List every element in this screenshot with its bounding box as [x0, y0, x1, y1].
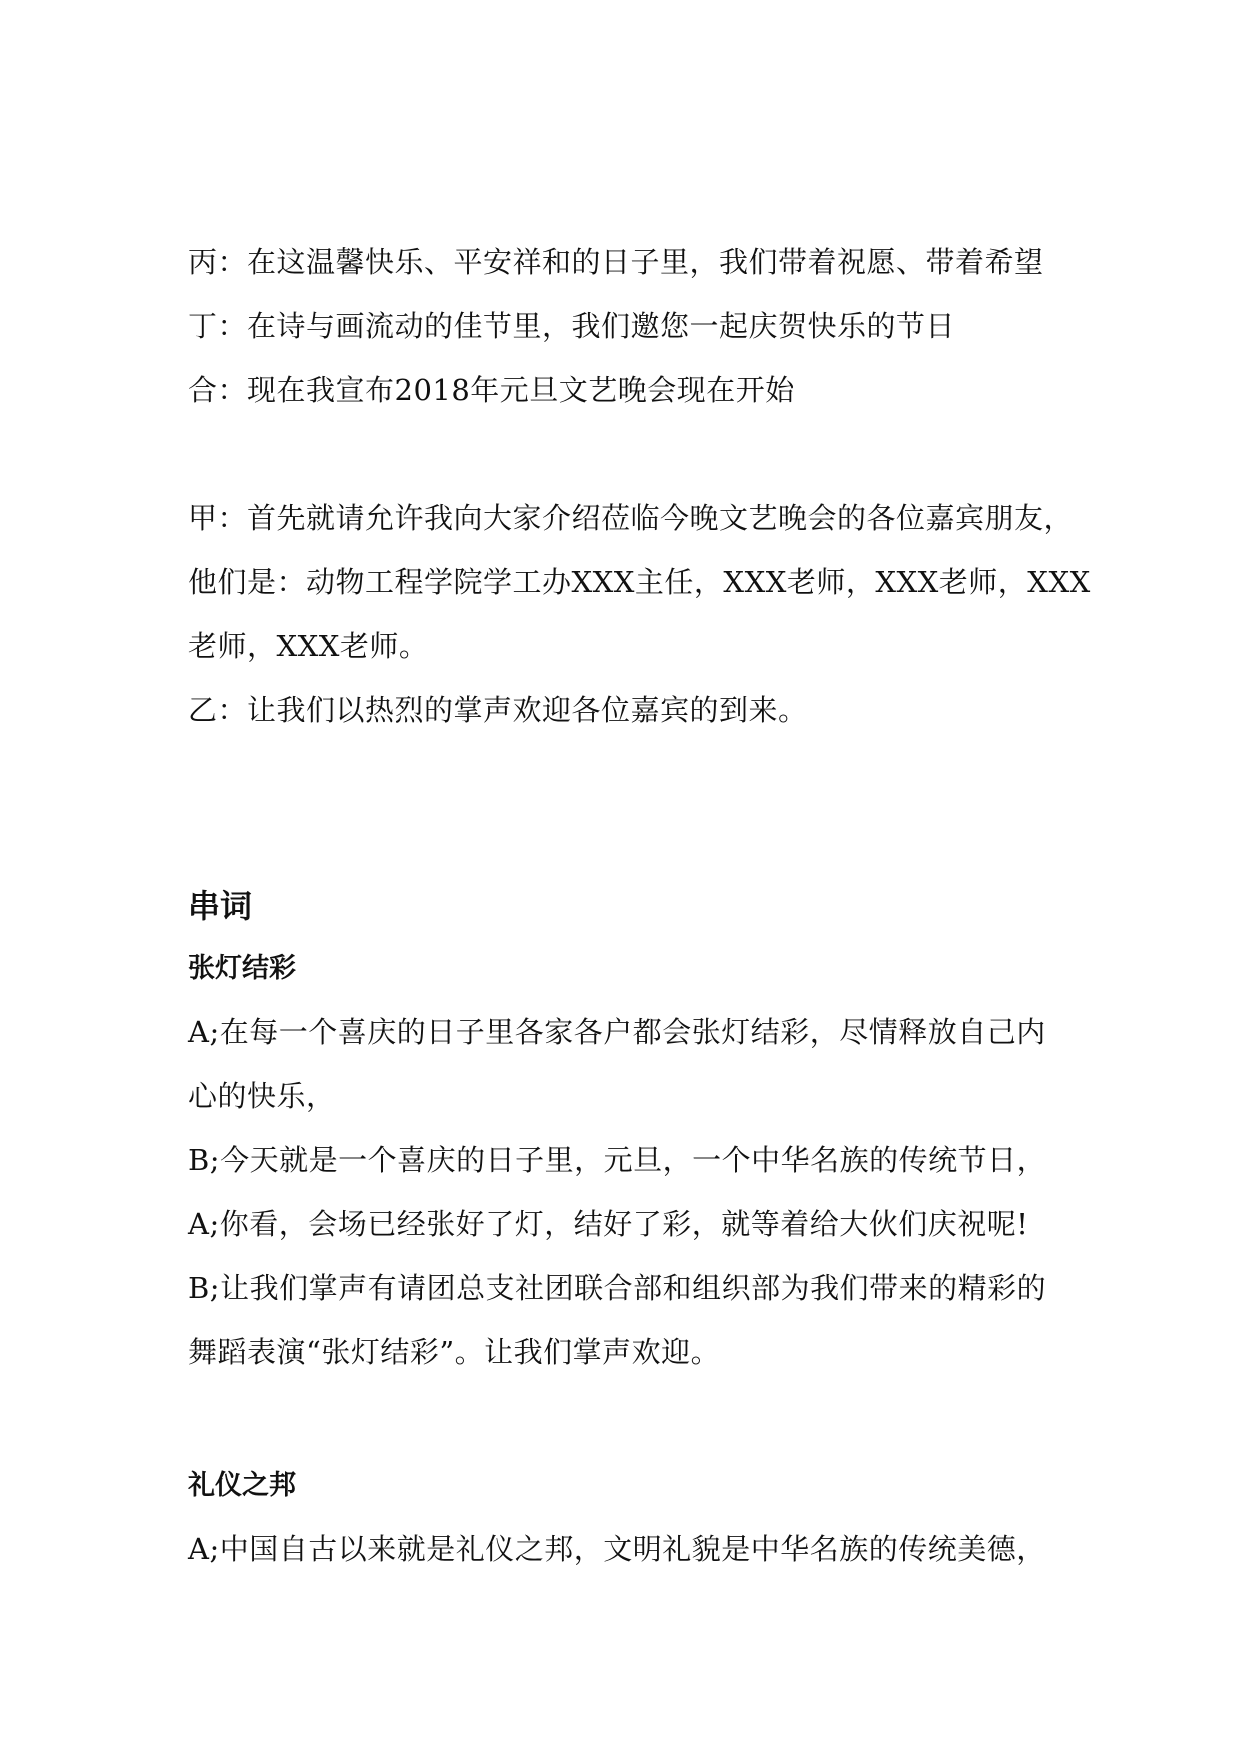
segment1-line: B;让我们掌声有请团总支社团联合部和组织部为我们带来的精彩的 — [188, 1271, 1047, 1305]
opening-line-ding: 丁：在诗与画流动的佳节里，我们邀您一起庆贺快乐的节日 — [188, 309, 956, 343]
segment1-line: B;今天就是一个喜庆的日子里，元旦，一个中华名族的传统节日， — [188, 1143, 1047, 1177]
segment1-line: 舞蹈表演“张灯结彩”。让我们掌声欢迎。 — [188, 1335, 721, 1369]
segment1-line: A;你看，会场已经张好了灯，结好了彩，就等着给大伙们庆祝呢! — [188, 1207, 1029, 1241]
guests-line-list-cont: 老师，XXX老师。 — [188, 629, 429, 663]
segment2-line: A;中国自古以来就是礼仪之邦，文明礼貌是中华名族的传统美德， — [188, 1532, 1046, 1566]
guests-line-jia: 甲：首先就请允许我向大家介绍莅临今晚文艺晚会的各位嘉宾朋友， — [188, 501, 1074, 535]
segment1-line: A;在每一个喜庆的日子里各家各户都会张灯结彩，尽情释放自己内 — [188, 1015, 1046, 1049]
segment1-line: 心的快乐， — [188, 1079, 336, 1113]
opening-line-bing: 丙：在这温馨快乐、平安祥和的日子里，我们带着祝愿、带着希望 — [188, 245, 1044, 279]
guests-line-yi: 乙：让我们以热烈的掌声欢迎各位嘉宾的到来。 — [188, 693, 808, 727]
segment-title-zhangdeng: 张灯结彩 — [188, 953, 296, 984]
segment-title-liyi: 礼仪之邦 — [188, 1470, 296, 1501]
section-title: 串词 — [188, 887, 253, 925]
guests-line-list: 他们是：动物工程学院学工办XXX主任，XXX老师，XXX老师，XXX — [188, 565, 1091, 599]
opening-line-he: 合：现在我宣布2018年元旦文艺晚会现在开始 — [188, 373, 795, 407]
